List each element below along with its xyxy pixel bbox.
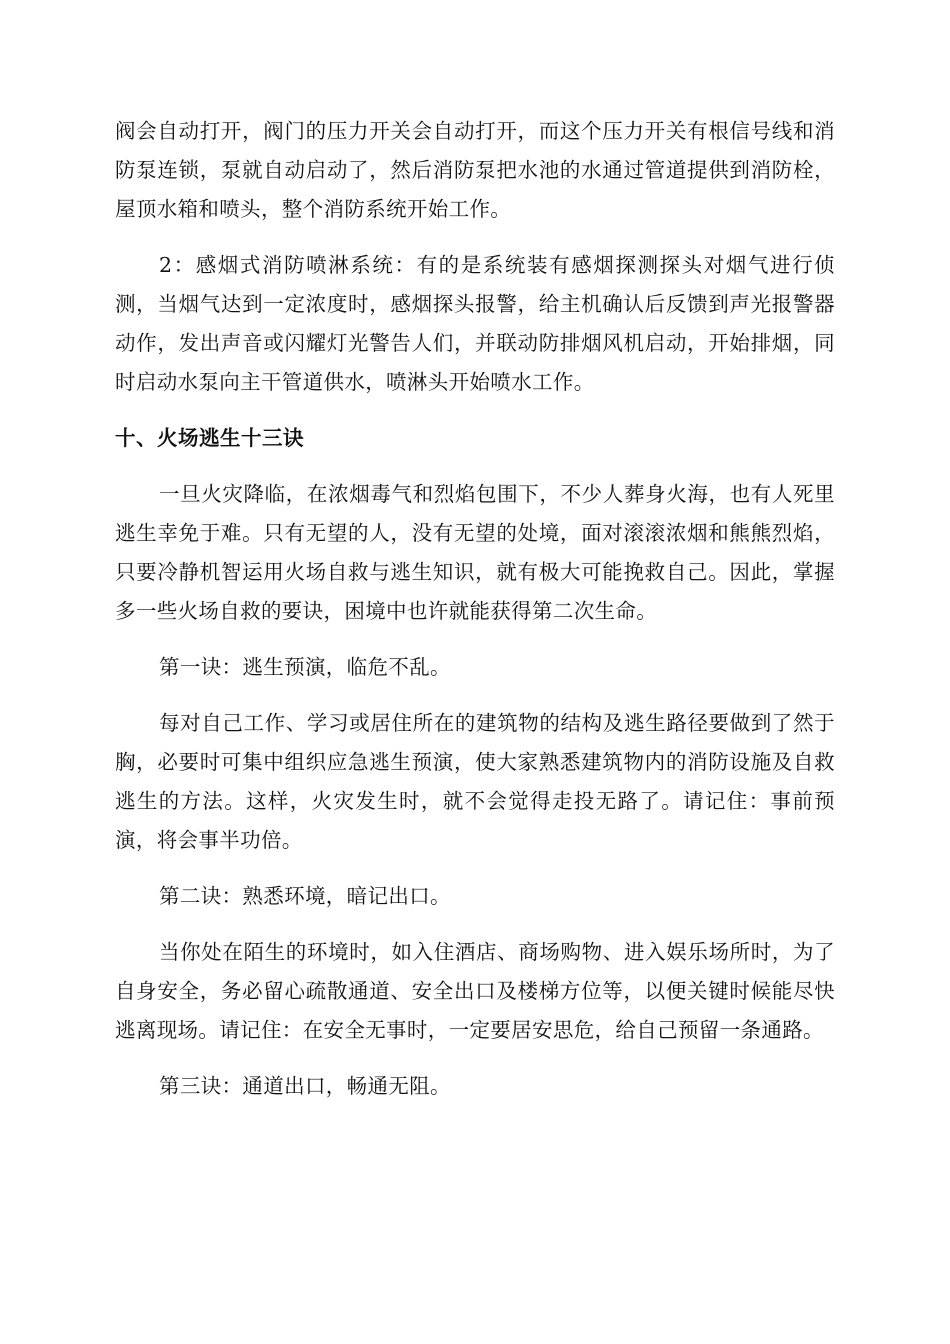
tip-2-title: 第二诀：熟悉环境，暗记出口。 [159, 884, 451, 908]
document-body [115, 112, 835, 1123]
tip-1-body: 每对自己工作、学习或居住所在的建筑物的结构及逃生路径要做到了然于胸，必要时可集中组织应急逃生预演，使大家熟悉建筑物内的消防设施及自救逃生的方法。这样，火灾发生时，就不会觉得走投无路了。请记住：事前预演，将会事半功倍。 [115, 711, 835, 852]
section-heading-fire-escape: 十、火场逃生十三诀 [115, 426, 304, 450]
paragraph-escape-intro: 一旦火灾降临，在浓烟毒气和烈焰包围下，不少人葬身火海，也有人死里逃生幸免于难。只有无望的人，没有无望的处境，面对滚滚浓烟和熊熊烈焰，只要冷静机智运用火场自救与逃生知识，就有极大可能挽救自己。因此，掌握多一些火场自救的要诀，困境中也许就能获得第二次生命。 [115, 482, 835, 623]
tip-2-body: 当你处在陌生的环境时，如入住酒店、商场购物、进入娱乐场所时，为了自身安全，务必留心疏散通道、安全出口及楼梯方位等，以便关键时候能尽快逃离现场。请记住：在安全无事时，一定要居安思危，给自己预留一条通路。 [115, 940, 835, 1042]
paragraph-fire-pump-continuation: 阀会自动打开，阀门的压力开关会自动打开，而这个压力开关有根信号线和消防泵连锁，泵就自动启动了，然后消防泵把水池的水通过管道提供到消防栓，屋顶水箱和喷头，整个消防系统开始工作。 [115, 119, 835, 221]
tip-1-title: 第一诀：逃生预演，临危不乱。 [159, 655, 451, 679]
tip-3-title: 第三诀：通道出口，畅通无阻。 [159, 1074, 451, 1098]
paragraph-smoke-sprinkler-system: 2：感烟式消防喷淋系统：有的是系统装有感烟探测探头对烟气进行侦测，当烟气达到一定浓度时，感烟探头报警，给主机确认后反馈到声光报警器动作，发出声音或闪耀灯光警告人们，并联动防排烟风机启动，开始排烟，同时启动水泵向主干管道供水，喷淋头开始喷水工作。 [115, 253, 835, 394]
